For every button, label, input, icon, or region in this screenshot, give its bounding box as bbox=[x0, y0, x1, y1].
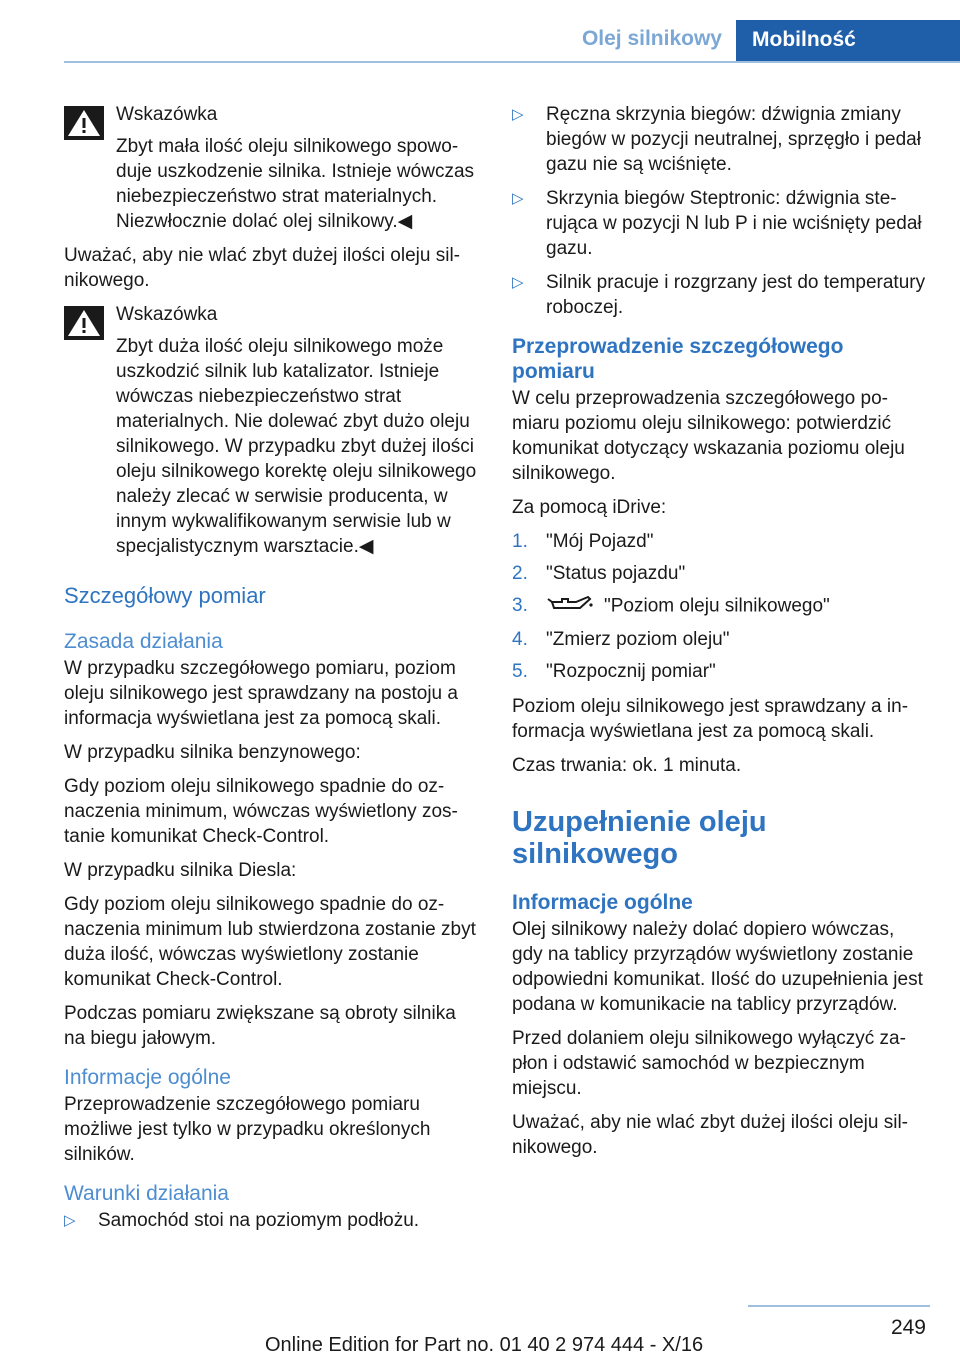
step-text: "Zmierz poziom oleju" bbox=[546, 629, 730, 650]
step-text: "Poziom oleju silnikowego" bbox=[604, 595, 830, 617]
list-item bbox=[512, 102, 928, 177]
right-column bbox=[512, 102, 928, 1169]
paragraph: Przeprowadzenie szczegółowego pomiaru możliwe jest tylko w przypadku określonych silników. bbox=[64, 1094, 431, 1165]
list-item-text: Silnik pracuje i rozgrzany jest do temperatury roboczej. bbox=[546, 272, 926, 318]
warning-note-1 bbox=[64, 102, 478, 234]
step-number: 1. bbox=[512, 531, 528, 552]
warning-text-content: Zbyt duża ilość oleju silnikowego może uszkodzić silnik lub katalizator. Istnieje wówczas niebezpieczeństwo strat materialnych. Nie dolewać zbyt dużo oleju silnikowego. W przypadku zbyt dużej ilości oleju silnikowego korektę oleju silnikowego należy zlecać w serwisie producenta, w innym wykwalifikowanym serwisie lub w specjalistycznym warsztacie.◀ bbox=[116, 336, 477, 557]
list-item bbox=[64, 1208, 478, 1233]
page-number: 249 bbox=[890, 1316, 926, 1339]
online-edition-note: Online Edition for Part no. 01 40 2 974 444 - X/16 bbox=[265, 1334, 704, 1356]
subheading-general-2: Informacje ogólne bbox=[512, 891, 693, 914]
list-item bbox=[512, 186, 928, 261]
conditions-list-continued bbox=[512, 102, 928, 320]
warning-title: Wskazówka bbox=[116, 104, 218, 125]
paragraph: W przypadku silnika Diesla: bbox=[64, 860, 297, 881]
header-tab: Mobilność bbox=[736, 20, 960, 62]
step-number: 5. bbox=[512, 661, 528, 682]
left-column bbox=[64, 102, 478, 1243]
list-item-text: Samochód stoi na poziomym podłożu. bbox=[98, 1210, 420, 1231]
header-rule bbox=[64, 61, 960, 63]
subheading-principle: Zasada działania bbox=[64, 630, 223, 653]
warning-triangle-icon bbox=[64, 106, 104, 140]
paragraph: Gdy poziom oleju silnikowego spadnie do oznaczenia minimum lub stwierdzona zostanie zbyt duża ilość, wówczas wyświetlony zostanie komunikat Check-Control. bbox=[64, 894, 476, 990]
paragraph: Czas trwania: ok. 1 minuta. bbox=[512, 755, 742, 776]
conditions-list bbox=[64, 1208, 478, 1233]
warning-text bbox=[116, 334, 478, 559]
warning-text-content: Zbyt mała ilość oleju silnikowego spowoduje uszkodzenie silnika. Istnieje wówczas niebezpieczeństwo strat materialnych. Niezwłocznie dolać olej silnikowy.◀ bbox=[116, 136, 475, 232]
step-item bbox=[512, 659, 928, 684]
step-number: 4. bbox=[512, 629, 528, 650]
paragraph: Olej silnikowy należy dolać dopiero wówczas, gdy na tablicy przyrządów wyświetlony zostanie odpowiedni komunikat. Ilość do uzupełnienia jest podana w komunikacie na tablicy przyrządów. bbox=[512, 919, 923, 1015]
chapter-heading-topup: Uzupełnienie oleju silnikowego bbox=[512, 806, 767, 870]
paragraph: Gdy poziom oleju silnikowego spadnie do oznaczenia minimum, wówczas wyświetlony zostanie komunikat Check-Control. bbox=[64, 776, 458, 847]
section-heading-detail: Szczegółowy pomiar bbox=[64, 583, 266, 608]
warning-note-2 bbox=[64, 302, 478, 559]
paragraph: Przed dolaniem oleju silnikowego wyłączyć zapłon i odstawić samochód w bezpiecznym miejscu. bbox=[512, 1028, 906, 1099]
footer-rule bbox=[748, 1305, 930, 1307]
header-section-label: Olej silnikowy bbox=[581, 27, 722, 50]
list-item bbox=[512, 270, 928, 320]
oil-can-icon bbox=[546, 593, 594, 620]
paragraph: Uważać, aby nie wlać zbyt dużej ilości oleju silnikowego. bbox=[64, 245, 460, 291]
triangle-bullet-icon: ▷ bbox=[512, 190, 524, 207]
warning-text bbox=[116, 134, 478, 234]
step-text: "Mój Pojazd" bbox=[546, 531, 654, 552]
paragraph: Za pomocą iDrive: bbox=[512, 497, 667, 518]
step-text: "Status pojazdu" bbox=[546, 563, 686, 584]
triangle-bullet-icon: ▷ bbox=[64, 1212, 76, 1229]
list-item-text: Ręczna skrzynia biegów: dźwignia zmiany biegów w pozycji neutralnej, sprzęgło i pedał gazu nie są wciśnięte. bbox=[546, 104, 921, 175]
subheading-conditions: Warunki działania bbox=[64, 1182, 229, 1205]
step-item bbox=[512, 593, 928, 620]
step-number: 2. bbox=[512, 563, 528, 584]
paragraph: W przypadku szczegółowego pomiaru, poziom oleju silnikowego jest sprawdzany na postoju a informacja wyświetlana jest za pomocą skali. bbox=[64, 658, 458, 729]
warning-title: Wskazówka bbox=[116, 304, 218, 325]
list-item-text: Skrzynia biegów Steptronic: dźwignia sterująca w pozycji N lub P i nie wciśnięty pedał gazu. bbox=[546, 188, 922, 259]
paragraph: Poziom oleju silnikowego jest sprawdzany a informacja wyświetlana jest za pomocą skali. bbox=[512, 696, 909, 742]
step-item bbox=[512, 627, 928, 652]
warning-triangle-icon bbox=[64, 306, 104, 340]
step-item bbox=[512, 561, 928, 586]
subheading-perform: Przeprowadzenie szczegółowego pomiaru bbox=[512, 335, 844, 383]
step-text: "Rozpocznij pomiar" bbox=[546, 661, 716, 682]
step-item bbox=[512, 529, 928, 554]
triangle-bullet-icon: ▷ bbox=[512, 274, 524, 291]
paragraph: Podczas pomiaru zwiększane są obroty silnika na biegu jałowym. bbox=[64, 1003, 456, 1049]
paragraph: W przypadku silnika benzynowego: bbox=[64, 742, 361, 763]
subheading-general: Informacje ogólne bbox=[64, 1066, 231, 1089]
paragraph: W celu przeprowadzenia szczegółowego pomiaru poziomu oleju silnikowego: potwierdzić komunikat dotyczący wskazania poziomu oleju silnikowego. bbox=[512, 388, 905, 484]
step-number: 3. bbox=[512, 595, 528, 616]
paragraph: Uważać, aby nie wlać zbyt dużej ilości oleju silnikowego. bbox=[512, 1112, 908, 1158]
triangle-bullet-icon: ▷ bbox=[512, 106, 524, 123]
idrive-steps bbox=[512, 529, 928, 684]
